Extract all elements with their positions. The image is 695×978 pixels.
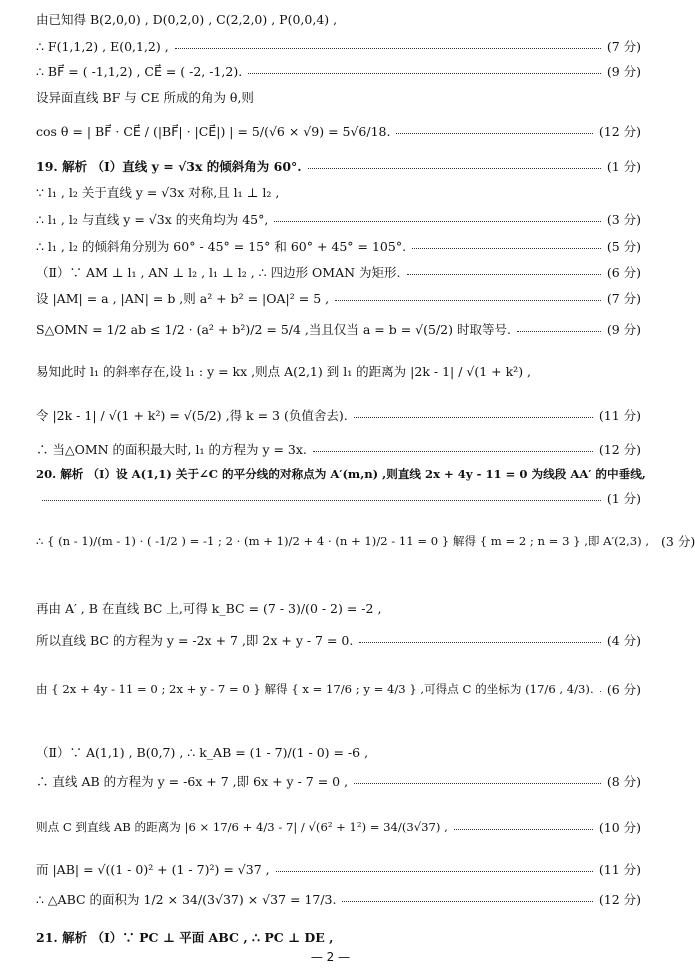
score-points: (11 分) <box>598 862 641 877</box>
line-text: ∵ l₁ , l₂ 关于直线 y = √3x 对称,且 l₁ ⊥ l₂ , <box>36 185 280 200</box>
score-points: (12 分) <box>598 442 641 457</box>
score-points: (5 分) <box>606 239 641 254</box>
score-points: (3 分) <box>661 534 695 549</box>
leader-dots <box>517 331 601 332</box>
answer-line-21 <box>36 680 641 698</box>
line-text: ∴ 当△OMN 的面积最大时, l₁ 的方程为 y = 3x. <box>36 442 307 457</box>
answer-line-9 <box>36 237 641 255</box>
answer-line-25 <box>36 860 641 878</box>
score-points: (11 分) <box>598 408 641 423</box>
leader-dots <box>175 48 601 49</box>
page-number: — 2 — <box>310 950 351 964</box>
line-text: 则点 C 到直线 AB 的距离为 |6 × 17/6 + 4/3 - 7| / √(6² + 1²) = 34/(3√37) , <box>36 820 448 834</box>
line-text: cos θ = | BF⃗ · CE⃗ / (|BF⃗| · |CE⃗|) | = 5/(√6 × √9) = 5√6/18. <box>36 123 391 139</box>
answer-line-4 <box>36 88 641 106</box>
answer-line-5 <box>36 118 641 144</box>
q19-header: 19. 解析 （Ⅰ）直线 y = √3x 的倾斜角为 60°. <box>36 159 302 174</box>
line-text: 易知此时 l₁ 的斜率存在,设 l₁ : y = kx ,则点 A(2,1) 到 l₁ 的距离为 |2k - 1| / √(1 + k²) , <box>36 364 532 379</box>
line-text: ∴ △ABC 的面积为 1/2 × 34/(3√37) × √37 = 17/3. <box>36 892 337 907</box>
answer-line-2 <box>36 37 641 55</box>
answer-line-15 <box>36 440 641 458</box>
line-text: ∴ l₁ , l₂ 的倾斜角分别为 60° - 45° = 15° 和 60° + 45° = 105°. <box>36 239 407 254</box>
answer-line-7 <box>36 183 641 201</box>
answer-line-26 <box>36 890 641 908</box>
leader-dots <box>276 871 593 872</box>
score-points: (3 分) <box>606 212 641 227</box>
answer-line-17 <box>36 489 641 507</box>
leader-dots <box>342 901 592 902</box>
answer-line-3 <box>36 62 641 80</box>
leader-dots <box>354 783 601 784</box>
answer-line-18 <box>36 532 695 550</box>
line-text: 设异面直线 BF 与 CE 所成的角为 θ,则 <box>36 90 254 105</box>
leader-dots <box>248 73 601 74</box>
answer-line-24 <box>36 818 641 836</box>
answer-line-13 <box>36 362 641 380</box>
score-points: (1 分) <box>606 159 641 174</box>
score-points: (1 分) <box>606 491 641 506</box>
line-text: ∴ l₁ , l₂ 与直线 y = √3x 的夹角均为 45°, <box>36 212 269 227</box>
answer-line-11 <box>36 289 641 307</box>
leader-dots <box>359 642 600 643</box>
score-points: (12 分) <box>598 892 641 907</box>
score-points: (6 分) <box>606 265 641 280</box>
line-text: （Ⅱ）∵ AM ⊥ l₁ , AN ⊥ l₂ , l₁ ⊥ l₂ , ∴ 四边形 OMAN 为矩形. <box>36 265 401 280</box>
leader-dots <box>407 274 601 275</box>
answer-line-19 <box>36 599 641 617</box>
answer-line-10 <box>36 263 641 281</box>
leader-dots <box>313 451 593 452</box>
q21-header: 21. 解析 （Ⅰ）∵ PC ⊥ 平面 ABC , ∴ PC ⊥ DE , <box>36 930 334 945</box>
score-points: (7 分) <box>606 291 641 306</box>
line-text: 再由 A′ , B 在直线 BC 上,可得 k_BC = (7 - 3)/(0 - 2) = -2 , <box>36 601 382 616</box>
leader-dots <box>335 300 601 301</box>
answer-line-22 <box>36 743 641 761</box>
score-points: (4 分) <box>606 633 641 648</box>
leader-dots <box>274 221 600 222</box>
score-points: (7 分) <box>606 39 641 54</box>
answer-line-27 <box>36 928 641 946</box>
leader-dots <box>454 829 593 830</box>
line-text: 由 { 2x + 4y - 11 = 0 ; 2x + y - 7 = 0 } 解得 { x = 17/6 ; y = 4/3 } ,可得点 C 的坐标为 (17/6 , 4/3). <box>36 682 594 696</box>
leader-dots <box>412 248 601 249</box>
score-points: (12 分) <box>598 124 641 139</box>
answer-line-12 <box>36 320 641 338</box>
answer-line-1 <box>36 10 641 28</box>
leader-dots <box>42 500 601 501</box>
answer-line-20 <box>36 631 641 649</box>
line-text: 所以直线 BC 的方程为 y = -2x + 7 ,即 2x + y - 7 = 0. <box>36 633 354 648</box>
leader-dots <box>396 133 592 134</box>
leader-dots <box>308 168 601 169</box>
score-points: (9 分) <box>606 64 641 79</box>
line-text: 而 |AB| = √((1 - 0)² + (1 - 7)²) = √37 , <box>36 862 270 877</box>
score-points: (10 分) <box>598 820 641 835</box>
leader-dots <box>600 691 601 692</box>
line-text: 令 |2k - 1| / √(1 + k²) = √(5/2) ,得 k = 3 (负值舍去). <box>36 408 348 423</box>
score-points: (9 分) <box>606 322 641 337</box>
answer-line-6 <box>36 157 641 175</box>
line-text: ∴ { (n - 1)/(m - 1) · ( -1/2 ) = -1 ; 2 · (m + 1)/2 + 4 · (n + 1)/2 - 11 = 0 } 解得 { m = 2 ; n = 3 } ,即 A′(2,3) , <box>36 534 650 548</box>
score-points: (8 分) <box>606 774 641 789</box>
leader-dots <box>354 417 593 418</box>
line-text: （Ⅱ）∵ A(1,1) , B(0,7) , ∴ k_AB = (1 - 7)/(1 - 0) = -6 , <box>36 745 369 760</box>
score-points: (6 分) <box>606 682 641 697</box>
line-text: 设 |AM| = a , |AN| = b ,则 a² + b² = |OA|² = 5 , <box>36 291 330 306</box>
answer-line-23 <box>36 772 641 790</box>
line-text: ∴ F(1,1,2) , E(0,1,2) , <box>36 38 169 54</box>
line-text: ∴ 直线 AB 的方程为 y = -6x + 7 ,即 6x + y - 7 = 0 , <box>36 774 349 789</box>
answer-line-16 <box>36 466 646 482</box>
q20-header: 20. 解析 （Ⅰ）设 A(1,1) 关于∠C 的平分线的对称点为 A′(m,n) ,则直线 2x + 4y - 11 = 0 为线段 AA′ 的中垂线, <box>36 467 646 481</box>
line-text: S△OMN = 1/2 ab ≤ 1/2 · (a² + b²)/2 = 5/4 ,当且仅当 a = b = √(5/2) 时取等号. <box>36 322 511 337</box>
line-text: 由已知得 B(2,0,0) , D(0,2,0) , C(2,2,0) , P(0,0,4) , <box>36 12 338 27</box>
line-text: ∴ BF⃗ = ( -1,1,2) , CE⃗ = ( -2, -1,2). <box>36 63 243 79</box>
answer-line-14 <box>36 406 641 424</box>
answer-line-8 <box>36 210 641 228</box>
